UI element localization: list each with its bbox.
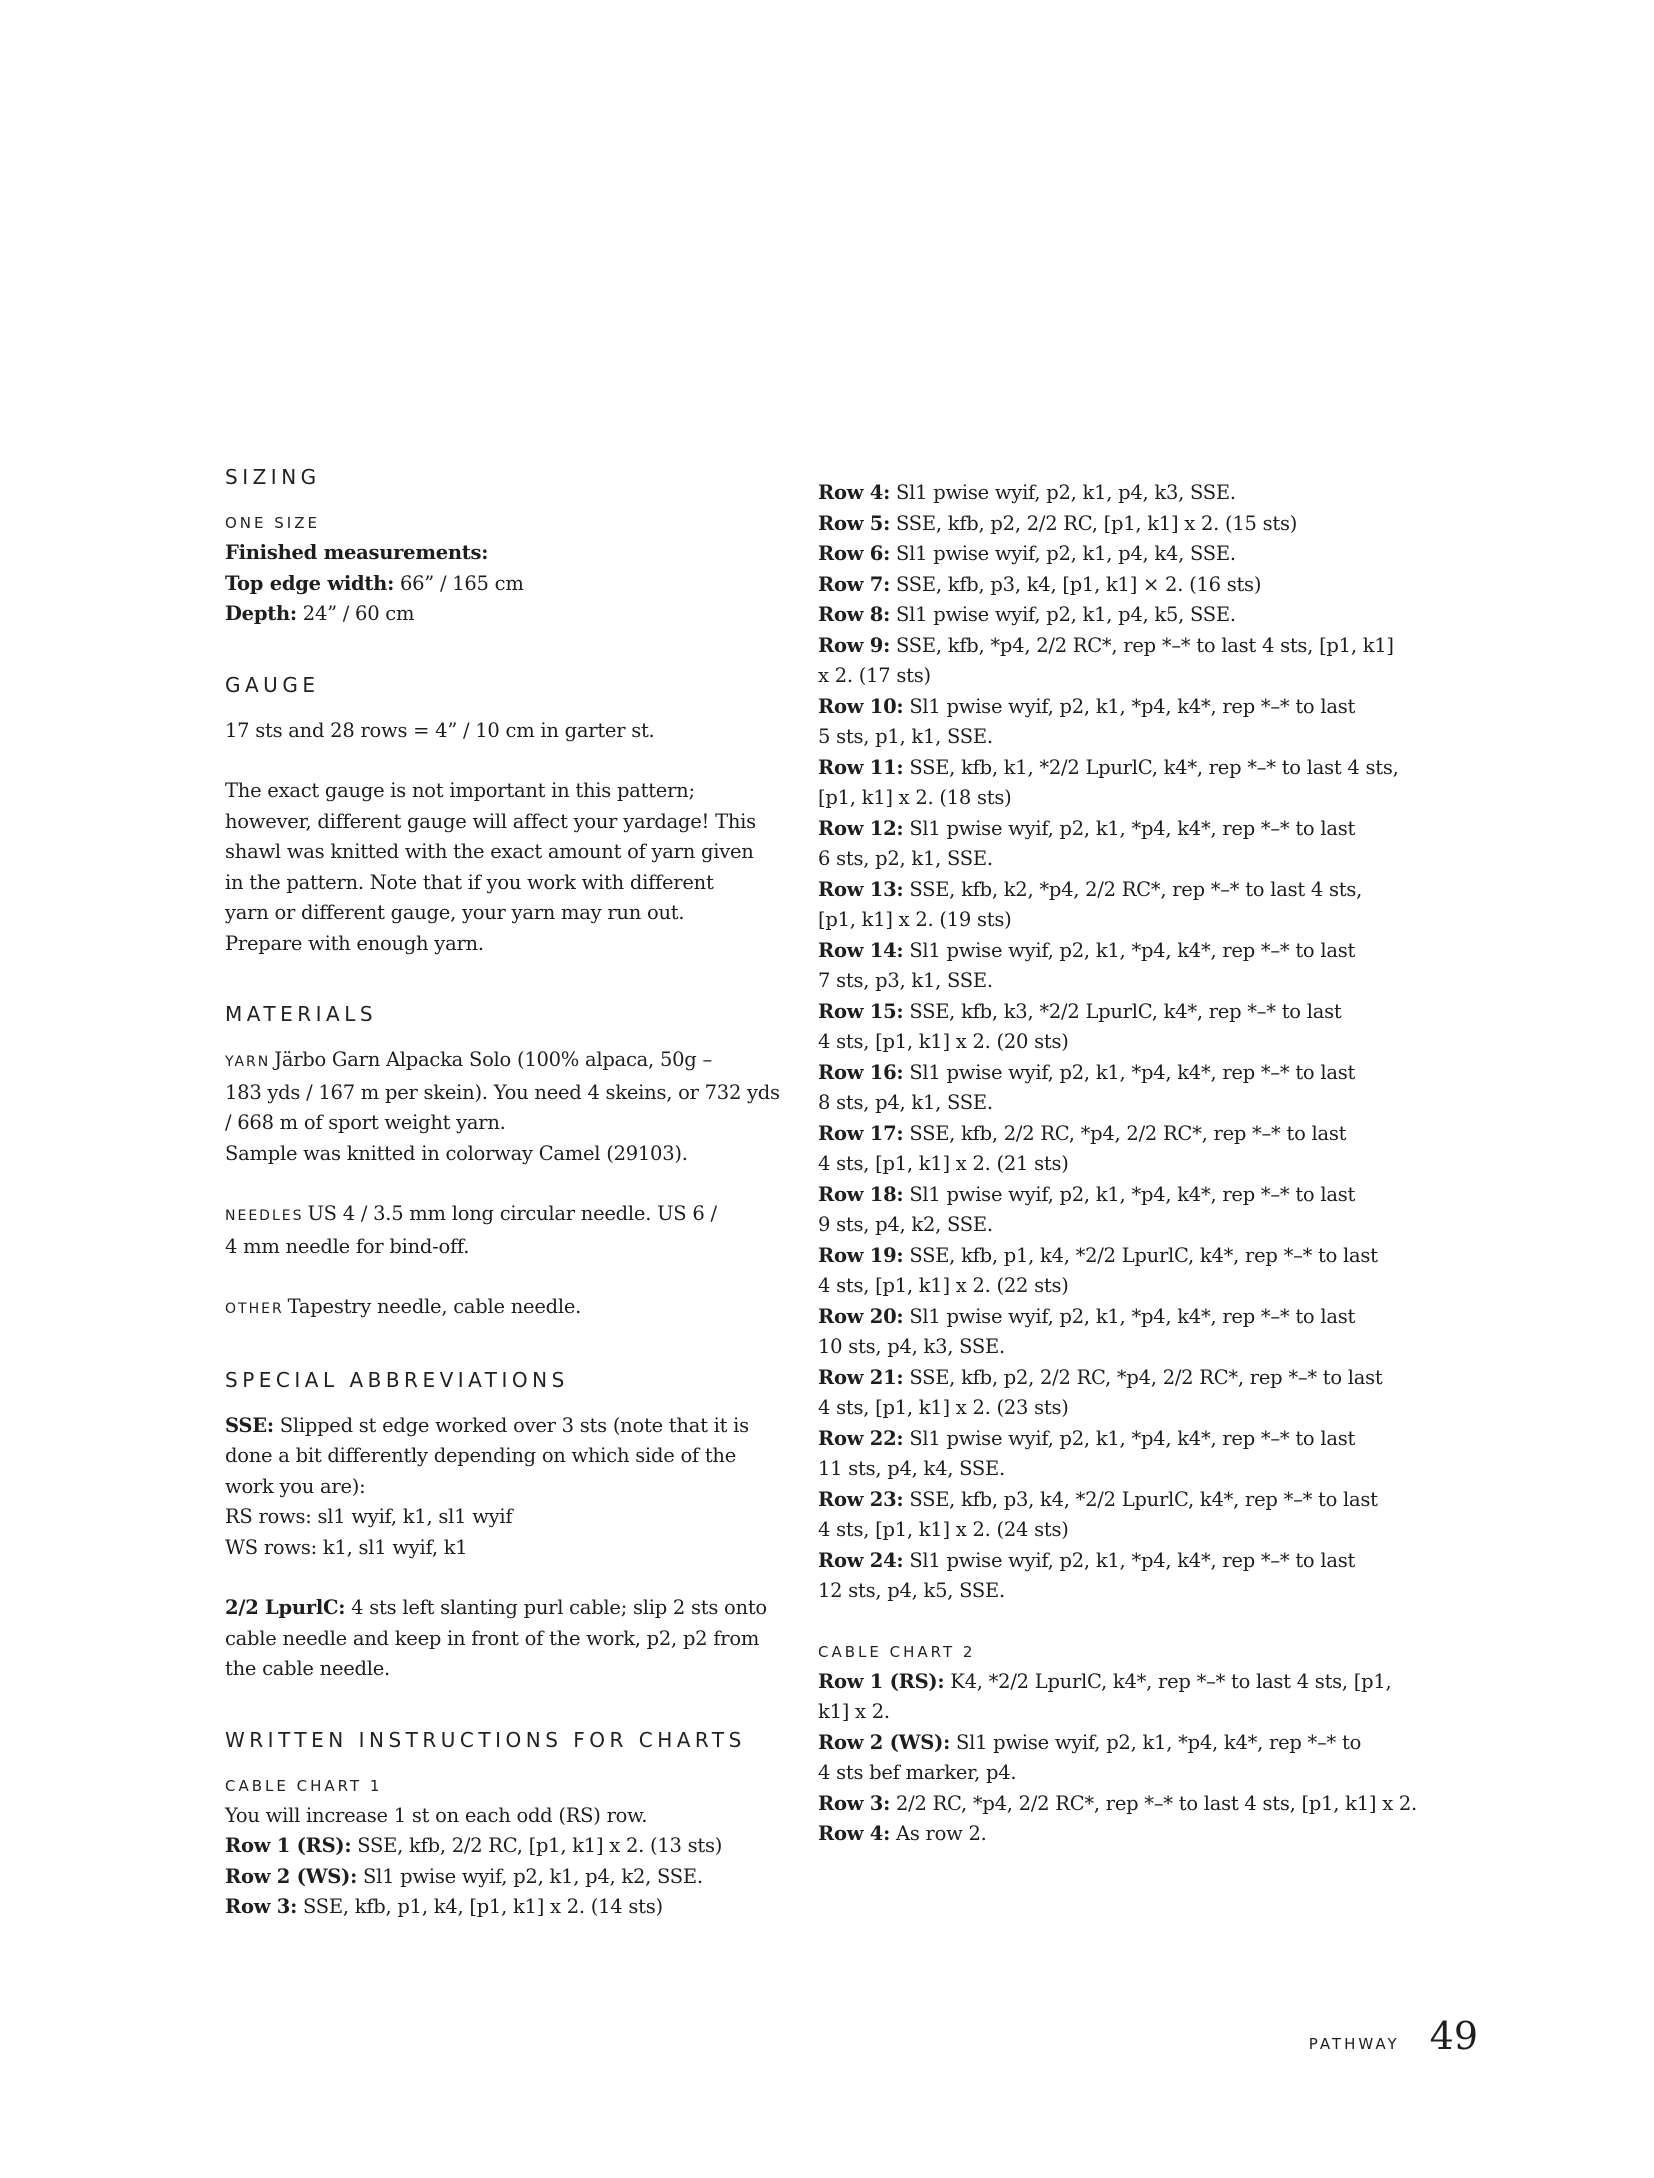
sse-line: done a bit differently depending on which side of the	[225, 1444, 737, 1467]
instruction-row: 6 sts, p2, k1, SSE.	[818, 847, 993, 870]
instruction-row: 4 sts, [p1, k1] x 2. (20 sts)	[818, 1030, 1069, 1053]
sse-line: WS rows: k1, sl1 wyif, k1	[225, 1535, 468, 1559]
text-line: The exact gauge is not important in this pattern;	[225, 779, 695, 802]
instruction-row: Row 8: Sl1 pwise wyif, p2, k1, p4, k5, SSE.	[818, 603, 1236, 626]
sizing-heading: SIZING	[225, 465, 321, 489]
gauge-heading: GAUGE	[225, 672, 320, 697]
instruction-row: 12 sts, p4, k5, SSE.	[818, 1579, 1005, 1602]
text-line: yarn or different gauge, your yarn may run out.	[225, 901, 685, 924]
instruction-row: [p1, k1] x 2. (19 sts)	[818, 908, 1012, 931]
instruction-row: 8 sts, p4, k1, SSE.	[818, 1091, 993, 1114]
chart1-intro: You will increase 1 st on each odd (RS) row.	[225, 1803, 648, 1827]
yarn-line: YARN Järbo Garn Alpacka Solo (100% alpaca, 50g –	[225, 1048, 712, 1071]
page-footer	[1309, 2014, 1478, 2058]
instruction-row: Row 20: Sl1 pwise wyif, p2, k1, *p4, k4*, rep *–* to last	[818, 1304, 1356, 1328]
instruction-row: Row 1 (RS): SSE, kfb, 2/2 RC, [p1, k1] x 2. (13 sts)	[225, 1834, 723, 1857]
instruction-row: 4 sts, [p1, k1] x 2. (22 sts)	[818, 1274, 1069, 1297]
instruction-row: Row 3: SSE, kfb, p1, k4, [p1, k1] x 2. (14 sts)	[225, 1895, 663, 1918]
instruction-row: Row 9: SSE, kfb, *p4, 2/2 RC*, rep *–* to last 4 sts, [p1, k1]	[818, 633, 1394, 657]
page-number: 49	[1429, 2014, 1478, 2058]
instruction-row: Row 18: Sl1 pwise wyif, p2, k1, *p4, k4*, rep *–* to last	[818, 1182, 1356, 1206]
chart1-rows-right	[818, 478, 1399, 1607]
instruction-row: 4 sts, [p1, k1] x 2. (21 sts)	[818, 1152, 1069, 1175]
instruction-row: 10 sts, p4, k3, SSE.	[818, 1335, 1005, 1358]
needles-line: 4 mm needle for bind-off.	[225, 1234, 470, 1258]
left-column	[225, 462, 785, 1923]
needles-line: NEEDLES US 4 / 3.5 mm long circular needle. US 6 /	[225, 1202, 717, 1225]
size-label: ONE SIZE	[225, 514, 320, 532]
other-line: OTHER Tapestry needle, cable needle.	[225, 1295, 582, 1318]
instruction-row: Row 15: SSE, kfb, k3, *2/2 LpurlC, k4*, rep *–* to last	[818, 999, 1342, 1023]
instruction-row: Row 12: Sl1 pwise wyif, p2, k1, *p4, k4*, rep *–* to last	[818, 816, 1356, 840]
instruction-row: [p1, k1] x 2. (18 sts)	[818, 786, 1012, 809]
gauge-paragraph	[225, 776, 785, 959]
instruction-row: Row 13: SSE, kfb, k2, *p4, 2/2 RC*, rep *–* to last 4 sts,	[818, 877, 1363, 901]
instruction-row: Row 17: SSE, kfb, 2/2 RC, *p4, 2/2 RC*, rep *–* to last	[818, 1121, 1347, 1145]
publication-title: PATHWAY	[1308, 2035, 1400, 2053]
yarn-line: 183 yds / 167 m per skein). You need 4 skeins, or 732 yds	[225, 1080, 780, 1104]
instruction-row: Row 21: SSE, kfb, p2, 2/2 RC, *p4, 2/2 RC*, rep *–* to last	[818, 1365, 1383, 1389]
instruction-row: 9 sts, p4, k2, SSE.	[818, 1213, 993, 1236]
depth: Depth: 24” / 60 cm	[225, 602, 415, 625]
text-line: in the pattern. Note that if you work with different	[225, 870, 714, 894]
instruction-row: 7 sts, p3, k1, SSE.	[818, 969, 993, 992]
instruction-row: Row 24: Sl1 pwise wyif, p2, k1, *p4, k4*, rep *–* to last	[818, 1548, 1356, 1572]
instruction-row: 4 sts, [p1, k1] x 2. (24 sts)	[818, 1518, 1069, 1541]
instruction-row: Row 7: SSE, kfb, p3, k4, [p1, k1] × 2. (16 sts)	[818, 572, 1262, 596]
instruction-row: Row 11: SSE, kfb, k1, *2/2 LpurlC, k4*, rep *–* to last 4 sts,	[818, 755, 1399, 779]
lpc-line: the cable needle.	[225, 1657, 390, 1680]
instruction-row: Row 22: Sl1 pwise wyif, p2, k1, *p4, k4*, rep *–* to last	[818, 1426, 1356, 1450]
written-instructions-heading: WRITTEN INSTRUCTIONS FOR CHARTS	[225, 1727, 746, 1752]
finished-measurements: Finished measurements:	[225, 541, 489, 564]
sse-line: work you are):	[225, 1474, 366, 1498]
instruction-row: Row 14: Sl1 pwise wyif, p2, k1, *p4, k4*, rep *–* to last	[818, 938, 1356, 962]
sse-line: RS rows: sl1 wyif, k1, sl1 wyif	[225, 1505, 513, 1528]
instruction-row: Row 2 (WS): Sl1 pwise wyif, p2, k1, p4, k2, SSE.	[225, 1864, 703, 1888]
instruction-row: Row 16: Sl1 pwise wyif, p2, k1, *p4, k4*, rep *–* to last	[818, 1060, 1356, 1084]
instruction-row: Row 10: Sl1 pwise wyif, p2, k1, *p4, k4*, rep *–* to last	[818, 694, 1356, 718]
gauge-line: 17 sts and 28 rows = 4” / 10 cm in garter st.	[225, 718, 655, 742]
instruction-row: Row 23: SSE, kfb, p3, k4, *2/2 LpurlC, k4*, rep *–* to last	[818, 1487, 1378, 1511]
instruction-row: 11 sts, p4, k4, SSE.	[818, 1457, 1005, 1480]
sse-line: SSE: Slipped st edge worked over 3 sts (note that it is	[225, 1413, 749, 1437]
instruction-row: Row 3: 2/2 RC, *p4, 2/2 RC*, rep *–* to last 4 sts, [p1, k1] x 2.	[818, 1791, 1418, 1815]
instruction-row: Row 6: Sl1 pwise wyif, p2, k1, p4, k4, SSE.	[818, 542, 1236, 565]
instruction-row: Row 4: As row 2.	[818, 1822, 987, 1845]
chart2-label: CABLE CHART 2	[818, 1642, 976, 1661]
instruction-row: 4 sts, [p1, k1] x 2. (23 sts)	[818, 1396, 1069, 1419]
text-line: shawl was knitted with the exact amount of yarn given	[225, 840, 754, 863]
chart2-rows	[818, 1667, 1418, 1850]
instruction-row: Row 4: Sl1 pwise wyif, p2, k1, p4, k3, SSE.	[818, 481, 1236, 504]
materials-heading: MATERIALS	[225, 1002, 378, 1026]
text-line: however, different gauge will affect your yardage! This	[225, 809, 756, 833]
instruction-row: 5 sts, p1, k1, SSE.	[818, 725, 993, 748]
instruction-row: Row 19: SSE, kfb, p1, k4, *2/2 LpurlC, k4*, rep *–* to last	[818, 1243, 1378, 1267]
lpc-line: 2/2 LpurlC: 4 sts left slanting purl cable; slip 2 sts onto	[225, 1596, 767, 1619]
right-column	[818, 478, 1418, 1850]
yarn-line: Sample was knitted in colorway Camel (29103).	[225, 1141, 688, 1165]
instruction-row: Row 1 (RS): K4, *2/2 LpurlC, k4*, rep *–* to last 4 sts, [p1,	[818, 1669, 1392, 1693]
instruction-row: 4 sts bef marker, p4.	[818, 1761, 1017, 1784]
chart1-rows-left	[225, 1831, 785, 1923]
lpc-line: cable needle and keep in front of the work, p2, p2 from	[225, 1626, 760, 1650]
instruction-row: Row 2 (WS): Sl1 pwise wyif, p2, k1, *p4, k4*, rep *–* to	[818, 1730, 1362, 1754]
instruction-row: Row 5: SSE, kfb, p2, 2/2 RC, [p1, k1] x 2. (15 sts)	[818, 511, 1298, 535]
yarn-line: / 668 m of sport weight yarn.	[225, 1111, 506, 1134]
abbreviations-heading: SPECIAL ABBREVIATIONS	[225, 1367, 569, 1392]
chart1-label: CABLE CHART 1	[225, 1776, 383, 1795]
text-line: Prepare with enough yarn.	[225, 931, 484, 955]
top-edge-width: Top edge width: 66” / 165 cm	[225, 571, 524, 595]
instruction-row: x 2. (17 sts)	[818, 664, 931, 687]
instruction-row: k1] x 2.	[818, 1700, 890, 1723]
